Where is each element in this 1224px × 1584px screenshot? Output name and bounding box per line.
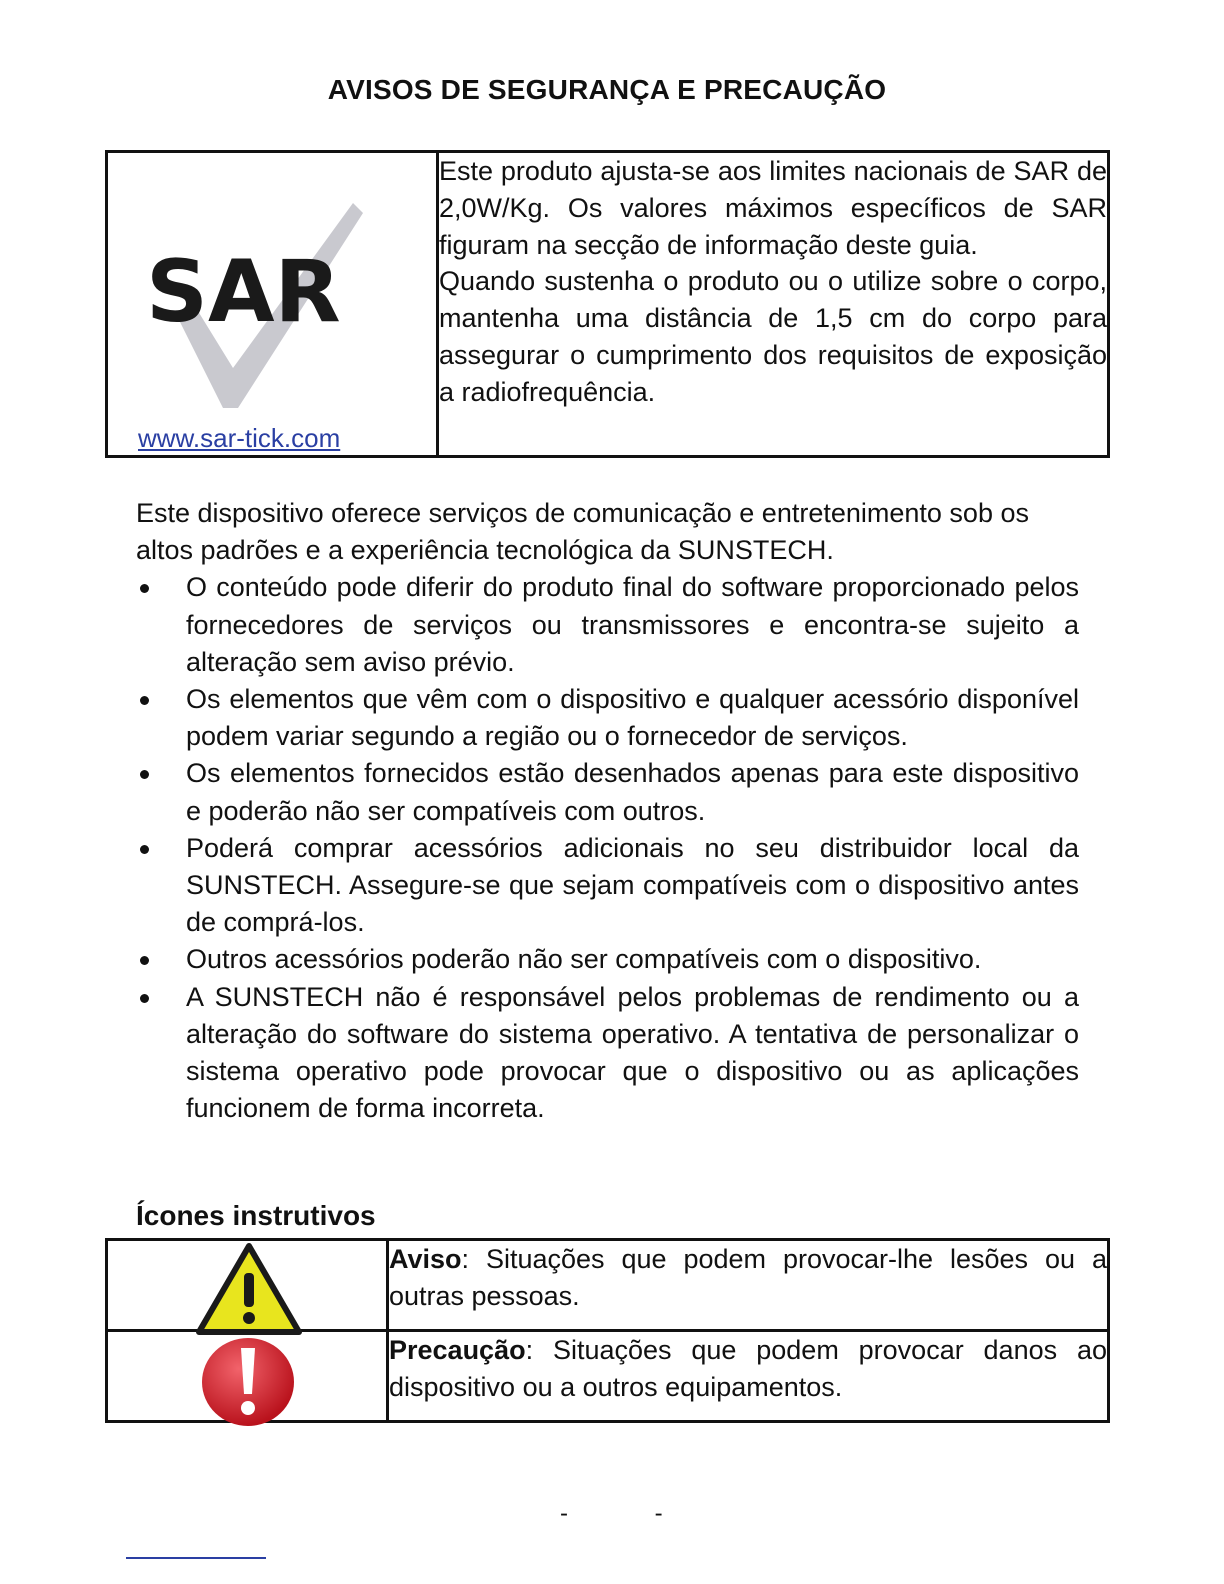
list-item: A SUNSTECH não é responsável pelos problemas de rendimento ou a alteração do software do sistema operativo. A tentativa de personalizar o sistema operativo pode provocar que o dispositivo ou as aplicações funcionem de forma incorreta. xyxy=(136,979,1079,1128)
icon-cell xyxy=(107,1331,388,1422)
sar-info-box xyxy=(105,150,1110,458)
caution-exclamation-icon xyxy=(200,1336,296,1428)
icons-section-heading: Ícones instrutivos xyxy=(136,1200,376,1231)
page-title: AVISOS DE SEGURANÇA E PRECAUÇÃO xyxy=(327,74,887,105)
icon-cell xyxy=(107,1240,388,1331)
precaution-list xyxy=(136,569,1079,1127)
sar-logo-text: SAR xyxy=(146,242,341,342)
table-row xyxy=(107,1240,1109,1331)
icon-description xyxy=(388,1331,1109,1422)
page-number: - - xyxy=(560,1500,703,1527)
list-item: Outros acessórios poderão não ser compatíveis com o dispositivo. xyxy=(136,941,1079,978)
caution-description: : Situações que podem provocar danos ao dispositivo ou a outros equipamentos. xyxy=(389,1335,1107,1402)
table-row xyxy=(107,1331,1109,1422)
list-item: Os elementos fornecidos estão desenhados apenas para este dispositivo e poderão não ser compatíveis com outros. xyxy=(136,755,1079,829)
warning-triangle-icon xyxy=(196,1243,302,1335)
list-item: Poderá comprar acessórios adicionais no seu distribuidor local da SUNSTECH. Assegure-se que sejam compatíveis com o dispositivo antes de comprá-los. xyxy=(136,830,1079,942)
warning-description: : Situações que podem provocar-lhe lesões ou a outras pessoas. xyxy=(389,1244,1107,1311)
icon-description xyxy=(388,1240,1109,1331)
footer-divider xyxy=(126,1557,266,1559)
sar-text-cell xyxy=(438,152,1109,457)
icons-table xyxy=(105,1238,1110,1423)
sar-logo-icon xyxy=(138,193,368,413)
warning-term: Aviso xyxy=(389,1244,462,1274)
caution-term: Precaução xyxy=(389,1335,526,1365)
body-text xyxy=(136,495,1079,1127)
sar-logo-cell xyxy=(107,152,438,457)
sar-paragraph-1: Este produto ajusta-se aos limites nacionais de SAR de 2,0W/Kg. Os valores máximos específicos de SAR figuram na secção de informação deste guia. xyxy=(439,156,1107,260)
list-item: O conteúdo pode diferir do produto final do software proporcionado pelos fornecedores de serviços ou transmissores e encontra-se sujeito a alteração sem aviso prévio. xyxy=(136,569,1079,681)
intro-paragraph: Este dispositivo oferece serviços de comunicação e entretenimento sob os altos padrões e a experiência tecnológica da SUNSTECH. xyxy=(136,498,1029,566)
list-item: Os elementos que vêm com o dispositivo e qualquer acessório disponível podem variar segundo a região ou o fornecedor de serviços. xyxy=(136,681,1079,755)
sar-tick-link[interactable]: www.sar-tick.com xyxy=(138,423,341,453)
sar-paragraph-2: Quando sustenha o produto ou o utilize sobre o corpo, mantenha uma distância de 1,5 cm do corpo para assegurar o cumprimento dos requisitos de exposição a radiofrequência. xyxy=(439,266,1107,407)
